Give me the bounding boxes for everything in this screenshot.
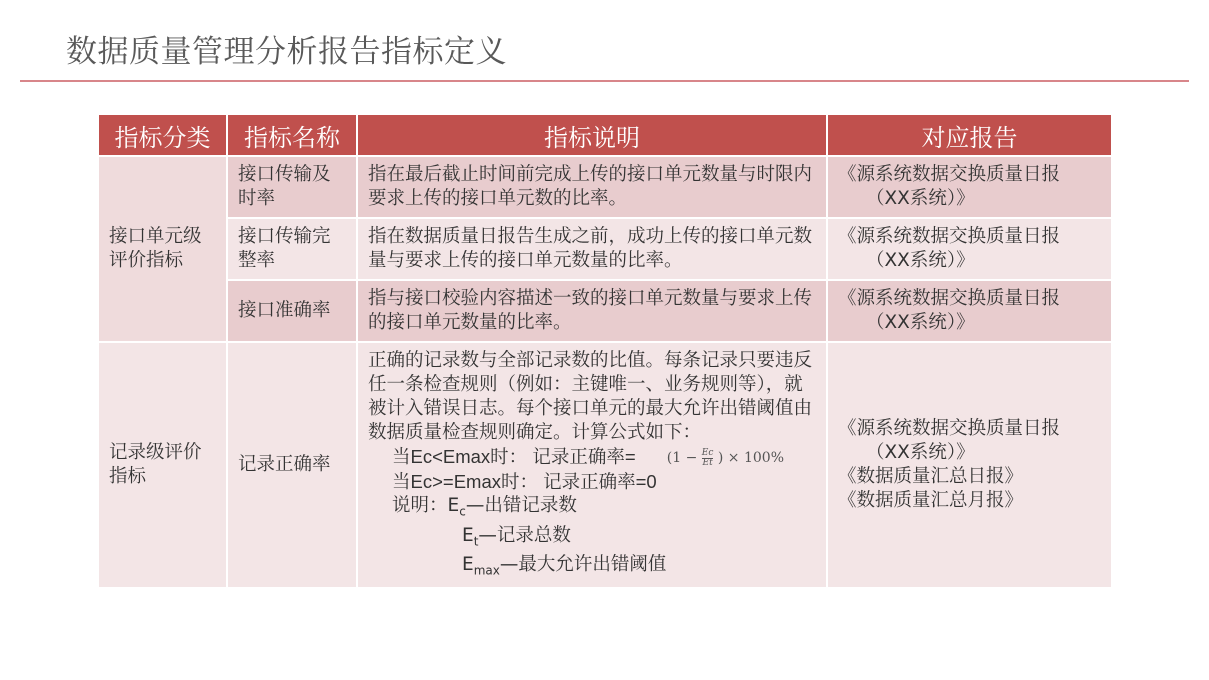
metric-description: 指在数据质量日报告生成之前，成功上传的接口单元数量与要求上传的接口单元数量的比率。 bbox=[357, 218, 827, 280]
report-line: 《源系统数据交换质量日报 bbox=[838, 288, 1061, 309]
header-category: 指标分类 bbox=[98, 114, 227, 156]
formula-expression bbox=[667, 446, 784, 470]
fraction-numerator: Ec bbox=[701, 447, 714, 458]
formula-fraction bbox=[702, 449, 714, 468]
metric-description: 指在最后截止时间前完成上传的接口单元数量与时限内要求上传的接口单元数的比率。 bbox=[357, 156, 827, 218]
legend-symbol: E bbox=[447, 495, 460, 517]
legend-subscript: max bbox=[473, 564, 500, 579]
metric-report bbox=[827, 342, 1112, 588]
legend-line-2 bbox=[368, 524, 816, 554]
metric-description: 指与接口校验内容描述一致的接口单元数量与要求上传的接口单元数量的比率。 bbox=[357, 280, 827, 342]
report-line: （XX系统）》 bbox=[866, 442, 975, 464]
metric-name: 接口准确率 bbox=[227, 280, 357, 342]
category-interface: 接口单元级评价指标 bbox=[98, 156, 227, 342]
metric-report bbox=[827, 218, 1112, 280]
page-title: 数据质量管理分析报告指标定义 bbox=[66, 34, 507, 70]
formula-line-1 bbox=[368, 445, 816, 470]
formula-expr-left: (1 − bbox=[666, 450, 698, 467]
category-record: 记录级评价指标 bbox=[98, 342, 227, 588]
table-row bbox=[98, 342, 1112, 588]
metric-name: 接口传输完整率 bbox=[227, 218, 357, 280]
legend-text: —记录总数 bbox=[478, 524, 571, 546]
report-line: （XX系统）》 bbox=[866, 312, 975, 333]
metric-description bbox=[357, 342, 827, 588]
table-header-row bbox=[98, 114, 1112, 156]
legend-line-1 bbox=[368, 494, 816, 524]
header-report: 对应报告 bbox=[827, 114, 1112, 156]
formula-1-text: 当Ec<Emax时： 记录正确率= bbox=[392, 446, 636, 467]
legend-prefix: 说明： bbox=[392, 495, 448, 517]
formula-line-2: 当Ec>=Emax时： 记录正确率=0 bbox=[392, 471, 657, 493]
report-line: （XX系统）》 bbox=[866, 250, 975, 271]
title-divider bbox=[20, 80, 1189, 82]
table-row bbox=[98, 218, 1112, 280]
report-line: 《源系统数据交换质量日报 bbox=[838, 164, 1061, 185]
legend-text: —出错记录数 bbox=[465, 495, 577, 517]
legend-subscript: c bbox=[459, 504, 466, 519]
legend-subscript: t bbox=[473, 534, 479, 549]
legend-symbol: E bbox=[462, 524, 474, 546]
formula-expr-right: ) × 100% bbox=[717, 450, 784, 467]
report-line: 《源系统数据交换质量日报 bbox=[838, 226, 1061, 247]
report-line: 《数据质量汇总月报》 bbox=[838, 490, 1024, 512]
report-line: （XX系统）》 bbox=[866, 188, 975, 209]
metric-name: 接口传输及时率 bbox=[227, 156, 357, 218]
table-row bbox=[98, 280, 1112, 342]
legend-line-3 bbox=[368, 553, 816, 583]
report-line: 《源系统数据交换质量日报 bbox=[838, 418, 1061, 440]
table-row bbox=[98, 156, 1112, 218]
header-name: 指标名称 bbox=[227, 114, 357, 156]
metric-name: 记录正确率 bbox=[227, 342, 357, 588]
legend-symbol: E bbox=[462, 554, 474, 576]
header-description: 指标说明 bbox=[357, 114, 827, 156]
metrics-table bbox=[97, 113, 1113, 589]
metric-report bbox=[827, 280, 1112, 342]
metric-report bbox=[827, 156, 1112, 218]
report-line: 《数据质量汇总日报》 bbox=[838, 466, 1024, 488]
record-description-text: 正确的记录数与全部记录数的比值。每条记录只要违反任一条检查规则（例如：主键唯一、业务规则等），就被计入错误日志。每个接口单元的最大允许出错阈值由数据质量检查规则确定。计算公式如下： bbox=[368, 350, 813, 443]
fraction-denominator: Et bbox=[702, 457, 713, 468]
legend-text: —最大允许出错阈值 bbox=[499, 554, 667, 576]
